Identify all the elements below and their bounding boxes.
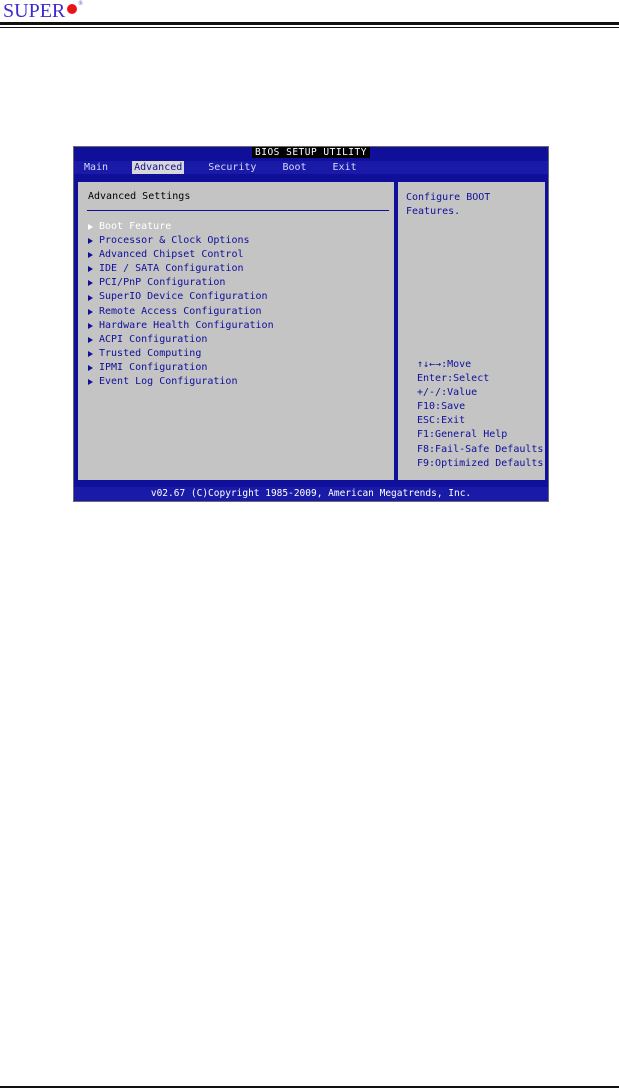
- menu-item-hardware-health[interactable]: Hardware Health Configuration: [88, 319, 274, 333]
- menu-item-superio[interactable]: SuperIO Device Configuration: [88, 290, 274, 304]
- supermicro-logo: [3, 0, 83, 22]
- advanced-settings-pane: [77, 181, 395, 481]
- header-rule-thick: [0, 22, 619, 25]
- advanced-menu-list: [88, 220, 274, 389]
- tab-boot[interactable]: Boot: [282, 162, 307, 173]
- submenu-arrow-icon: [88, 280, 93, 286]
- submenu-arrow-icon: [88, 266, 93, 272]
- key-exit: ESC:Exit: [417, 415, 466, 427]
- help-pane: [397, 181, 546, 481]
- logo-text: SUPER: [3, 0, 66, 22]
- menu-item-event-log[interactable]: Event Log Configuration: [88, 375, 274, 389]
- key-help: F1:General Help: [417, 429, 508, 441]
- submenu-arrow-icon: [88, 295, 93, 301]
- key-legend: [417, 358, 543, 471]
- help-description: [406, 191, 542, 219]
- bios-setup-screen: [73, 146, 549, 502]
- footer-rule: [0, 1086, 619, 1088]
- bios-title: BIOS SETUP UTILITY: [74, 147, 548, 158]
- help-line: Configure BOOT: [406, 192, 491, 203]
- menu-item-remote-access[interactable]: Remote Access Configuration: [88, 305, 274, 319]
- submenu-arrow-icon: [88, 337, 93, 343]
- submenu-arrow-icon: [88, 351, 93, 357]
- submenu-arrow-icon: [88, 252, 93, 258]
- submenu-arrow-icon: [88, 379, 93, 385]
- tab-main[interactable]: Main: [84, 162, 109, 173]
- menu-item-pci-pnp[interactable]: PCI/PnP Configuration: [88, 276, 274, 290]
- menu-item-processor-clock[interactable]: Processor & Clock Options: [88, 234, 274, 248]
- submenu-arrow-icon: [88, 309, 93, 315]
- bios-menubar: [74, 161, 548, 174]
- tab-security[interactable]: Security: [208, 162, 257, 173]
- logo-dot-icon: [67, 4, 77, 14]
- help-line: Features.: [406, 206, 461, 217]
- key-select: Enter:Select: [417, 373, 490, 385]
- submenu-arrow-icon: [88, 238, 93, 244]
- key-value: +/-/:Value: [417, 387, 478, 399]
- menu-item-acpi[interactable]: ACPI Configuration: [88, 333, 274, 347]
- tab-advanced[interactable]: Advanced: [134, 162, 183, 173]
- tab-exit[interactable]: Exit: [332, 162, 357, 173]
- header-rule-thin: [0, 27, 619, 28]
- key-move: ↑↓←→:Move: [417, 359, 472, 370]
- menu-item-chipset-control[interactable]: Advanced Chipset Control: [88, 248, 274, 262]
- menu-item-ide-sata[interactable]: IDE / SATA Configuration: [88, 262, 274, 276]
- section-divider: [87, 210, 389, 211]
- key-save: F10:Save: [417, 401, 466, 413]
- menu-item-trusted-computing[interactable]: Trusted Computing: [88, 347, 274, 361]
- copyright-footer: v02.67 (C)Copyright 1985-2009, American Megatrends, Inc.: [74, 487, 548, 501]
- key-fail-safe: F8:Fail-Safe Defaults: [417, 443, 544, 455]
- submenu-arrow-icon: [88, 323, 93, 329]
- section-title: Advanced Settings: [88, 191, 191, 202]
- logo-registered: ®: [78, 1, 83, 7]
- submenu-arrow-icon: [88, 365, 93, 371]
- menu-item-ipmi[interactable]: IPMI Configuration: [88, 361, 274, 375]
- menu-item-boot-feature[interactable]: Boot Feature: [88, 220, 274, 234]
- submenu-arrow-icon: [88, 224, 93, 230]
- key-optimized: F9:Optimized Defaults: [417, 457, 544, 469]
